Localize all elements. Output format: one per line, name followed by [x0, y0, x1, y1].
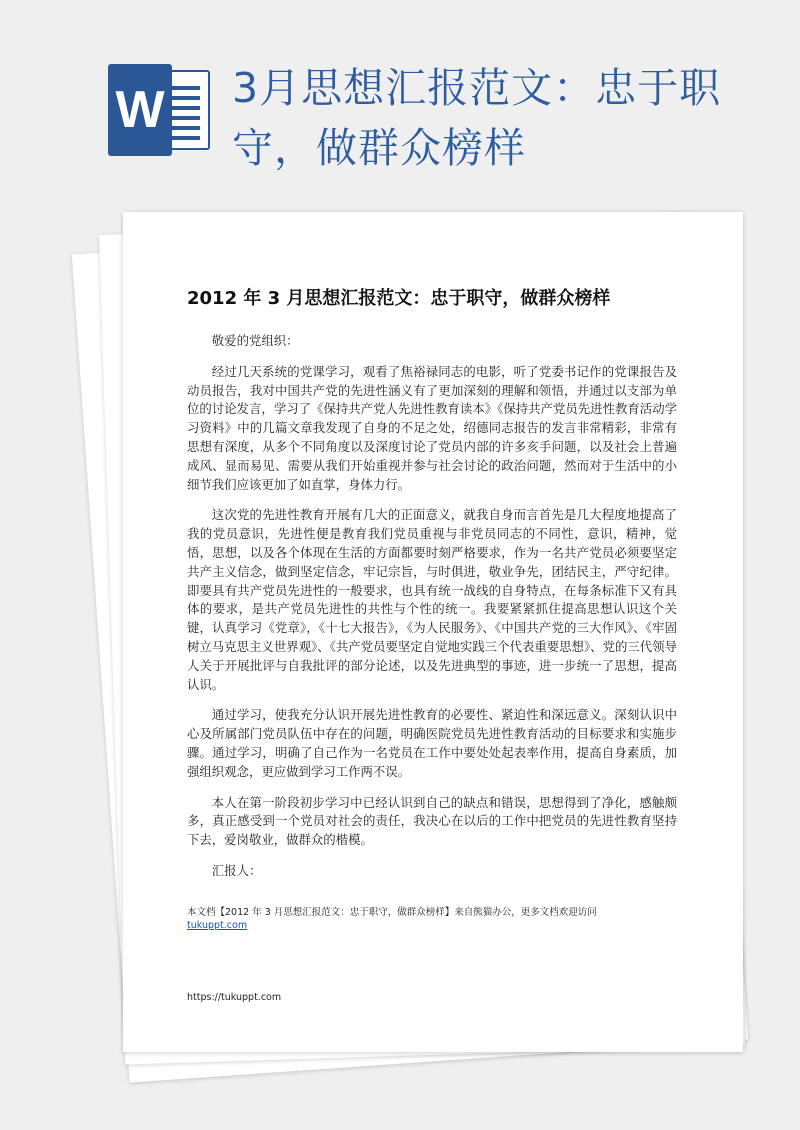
paragraph: 经过几天系统的党课学习，观看了焦裕禄同志的电影，听了党委书记作的党课报告及动员报告，我对中国共产党的先进性涵义有了更加深刻的理解和领悟，并通过以支部为单位的讨论发言，学习了《保持共产党人先进性教育读本》《保持共产党员先进性教育活动学习资料》中的几篇文章我发现了自身的不足之处，绍德同志报告的发言非常精彩，非常有思想有深度，从多个不同角度以及深度讨论了党员内部的许多亥手问题，以及社会上普遍成风、显而易见、需要从我们开始重视并参与社会讨论的政治问题，然而对于生活中的小细节我们应该更加了如直掌，身体力行。: [187, 363, 677, 492]
page-title: 3月思想汇报范文：忠于职守，做群众榜样: [232, 64, 722, 172]
signature: 汇报人：: [211, 862, 262, 878]
word-doc-icon: [108, 64, 214, 156]
paragraph: 通过学习，使我充分认识开展先进性教育的必要性、紧迫性和深远意义。深刻认识中心及所属部门党员队伍中存在的问题，明确医院党员先进性教育活动的目标要求和实施步骤。通过学习，明确了自己作为一名党员在工作中要处处起表率作用，提高自身素质，加强组织观念，更应做到学习工作两不误。: [187, 707, 677, 779]
word-letter-badge: W: [108, 64, 172, 156]
footer-note: [187, 906, 687, 932]
document-body: [187, 332, 677, 893]
paragraph: 本人在第一阶段初步学习中已经认识到自己的缺点和错误，思想得到了净化，感触颇多，真正感受到一个党员对社会的责任，我决心在以后的工作中把党员的先进性教育坚持下去，爱岗敬业，做群众的楷模。: [187, 794, 677, 848]
document-title: 2012 年 3 月思想汇报范文：忠于职守，做群众榜样: [187, 288, 611, 309]
footer-link[interactable]: tukuppt.com: [187, 920, 248, 931]
paragraph: 这次党的先进性教育开展有几大的正面意义，就我自身而言首先是几大程度地提高了我的党员意识，先进性便是教育我们党员重视与非党员同志的不同性，意识，精神，觉悟，思想，以及各个体现在生活的方面都要时刻严格要求，作为一名共产党员必须要坚定共产主义信念，做到坚定信念，牢记宗旨，与时俱进，敬业争先，团结民主，严守纪律。即要具有共产党员先进性的一般要求，也具有统一战线的自身特点，在每条标准下又有具体的要求，是共产党员先进性的共性与个性的统一。我要紧紧抓住提高思想认识这个关键，认真学习《党章》，《十七大报告》，《为人民服务》、《中国共产党的三大作风》、《牢固树立马克思主义世界观》、《共产党员要坚定自觉地实践三个代表重要思想》、党的三代领导人关于开展批评与自我批评的部分论述，以及先进典型的事迹，进一步统一了思想，提高认识。: [187, 507, 677, 692]
document-page: [123, 212, 743, 1052]
footer-url[interactable]: https://tukuppt.com: [187, 992, 282, 1003]
salutation: 敬爱的党组织：: [211, 333, 299, 348]
footer-note-text: 本文档【2012 年 3 月思想汇报范文：忠于职守，做群众榜样】来自熊猫办公，更多文档欢迎访问: [187, 907, 597, 918]
header: [0, 0, 800, 210]
